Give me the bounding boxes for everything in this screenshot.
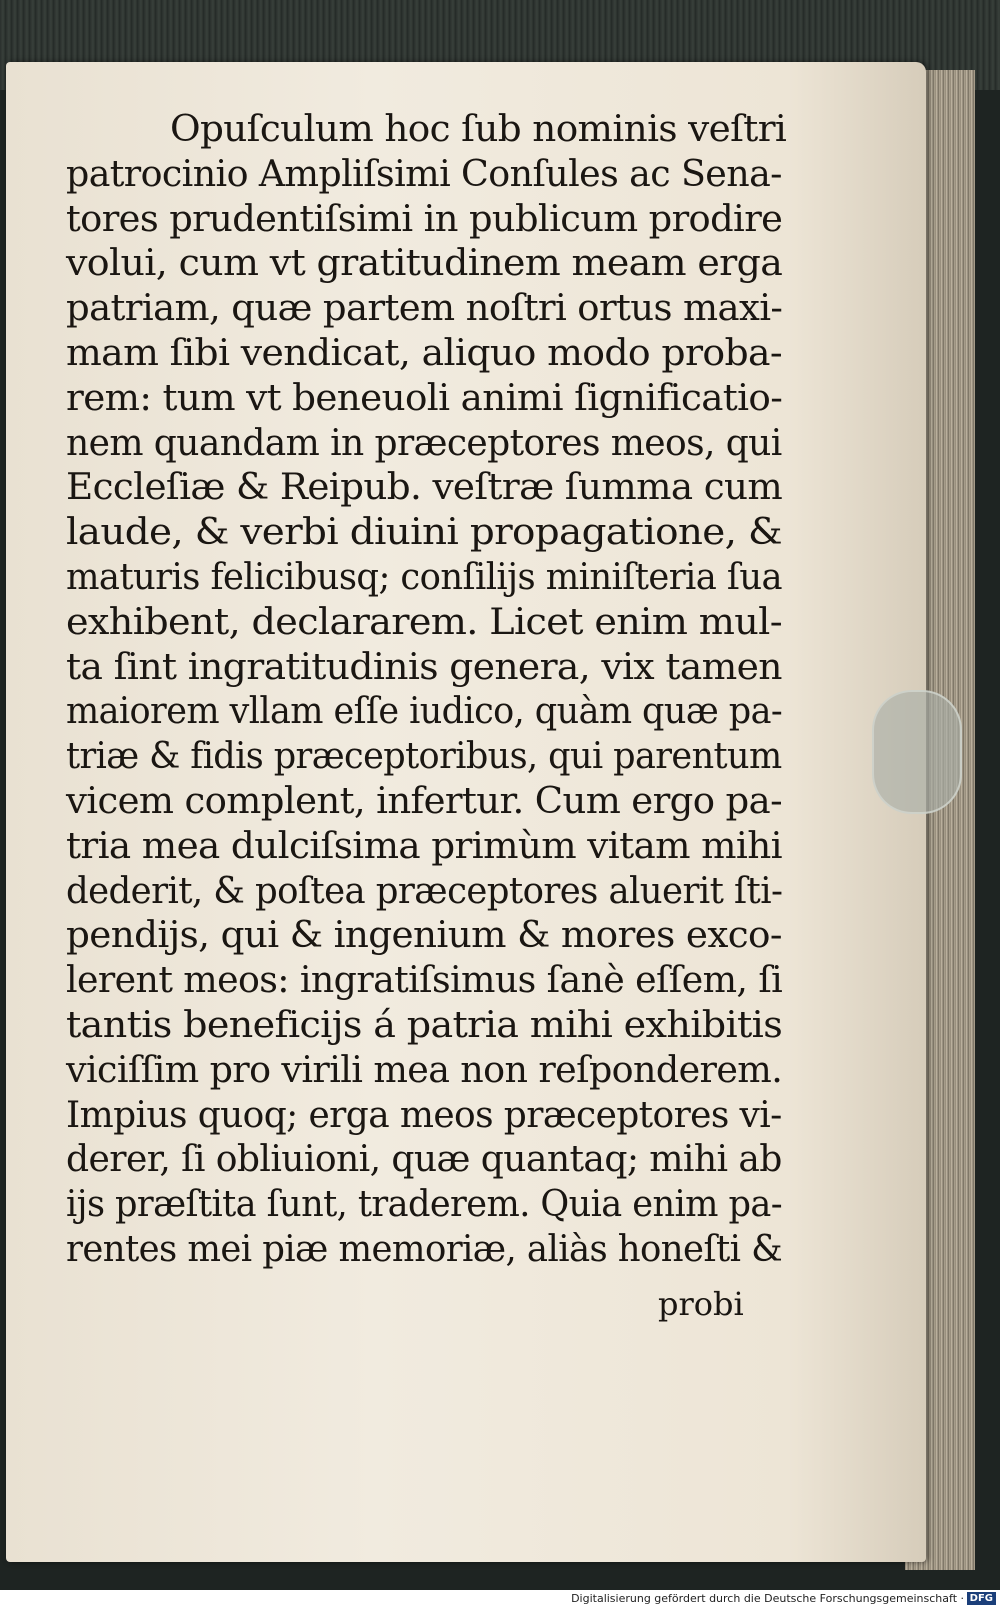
text-line-17: tria mea dulciſsima primùm vitam mihi bbox=[66, 825, 782, 867]
text-line-19: pendijs, qui & ingenium & mores exco- bbox=[66, 915, 782, 957]
text-line-4: volui, cum vt gratitudinem meam erga bbox=[66, 243, 783, 285]
text-line-11: maturis felicibusq; conſilijs miniſteria ſua bbox=[66, 556, 783, 598]
text-line-15: triæ & fidis præceptoribus, qui parentum bbox=[66, 736, 782, 778]
text-line-26: rentes mei piæ memoriæ, aliàs honeſti & bbox=[66, 1228, 783, 1270]
text-line-5: patriam, quæ partem noſtri ortus maxi- bbox=[66, 288, 783, 330]
body-text bbox=[66, 108, 786, 1273]
dfg-logo-icon: DFG bbox=[967, 1592, 996, 1605]
text-line-10: laude, & verbi diuini propagatione, & bbox=[66, 512, 783, 554]
text-line-7: rem: tum vt beneuoli animi ſignificatio- bbox=[66, 377, 783, 419]
catchword: probi bbox=[658, 1285, 744, 1323]
digitization-footer bbox=[0, 1590, 1000, 1608]
text-line-24: derer, ſi obliuioni, quæ quantaq; mihi ab bbox=[66, 1139, 782, 1181]
text-line-2: patrocinio Ampliſsimi Conſules ac Sena- bbox=[66, 153, 782, 195]
text-line-23: Impius quoq; erga meos præceptores vi- bbox=[66, 1094, 782, 1136]
text-line-6: mam ſibi vendicat, aliquo modo proba- bbox=[66, 332, 783, 374]
text-line-21: tantis beneficijs á patria mihi exhibitis bbox=[66, 1004, 783, 1046]
text-line-13: ta ſint ingratitudinis genera, vix tamen bbox=[66, 646, 782, 688]
text-line-14: maiorem vllam eſſe iudico, quàm quæ pa- bbox=[66, 691, 783, 733]
text-line-9: Eccleſiæ & Reipub. veſtræ ſumma cum bbox=[66, 467, 783, 509]
text-line-18: dederit, & poſtea præceptores aluerit ſti- bbox=[66, 870, 783, 912]
text-line-16: vicem complent, infertur. Cum ergo pa- bbox=[66, 780, 782, 822]
page-clip bbox=[872, 690, 962, 814]
text-line-20: lerent meos: ingratiſsimus ſanè eſſem, ſi bbox=[66, 960, 783, 1002]
text-line-25: ijs præſtita ſunt, traderem. Quia enim pa- bbox=[66, 1184, 783, 1226]
text-line-8: nem quandam in præceptores meos, qui bbox=[66, 422, 782, 464]
text-line-1: Opuſculum hoc ſub nominis veſtri bbox=[170, 109, 787, 150]
text-line-12: exhibent, declararem. Licet enim mul- bbox=[66, 601, 782, 643]
footer-credit: Digitalisierung gefördert durch die Deutsche Forschungsgemeinschaft · bbox=[571, 1592, 964, 1605]
text-line-3: tores prudentiſsimi in publicum prodire bbox=[66, 198, 783, 240]
text-line-22: viciſſim pro virili mea non reſponderem. bbox=[66, 1049, 783, 1091]
